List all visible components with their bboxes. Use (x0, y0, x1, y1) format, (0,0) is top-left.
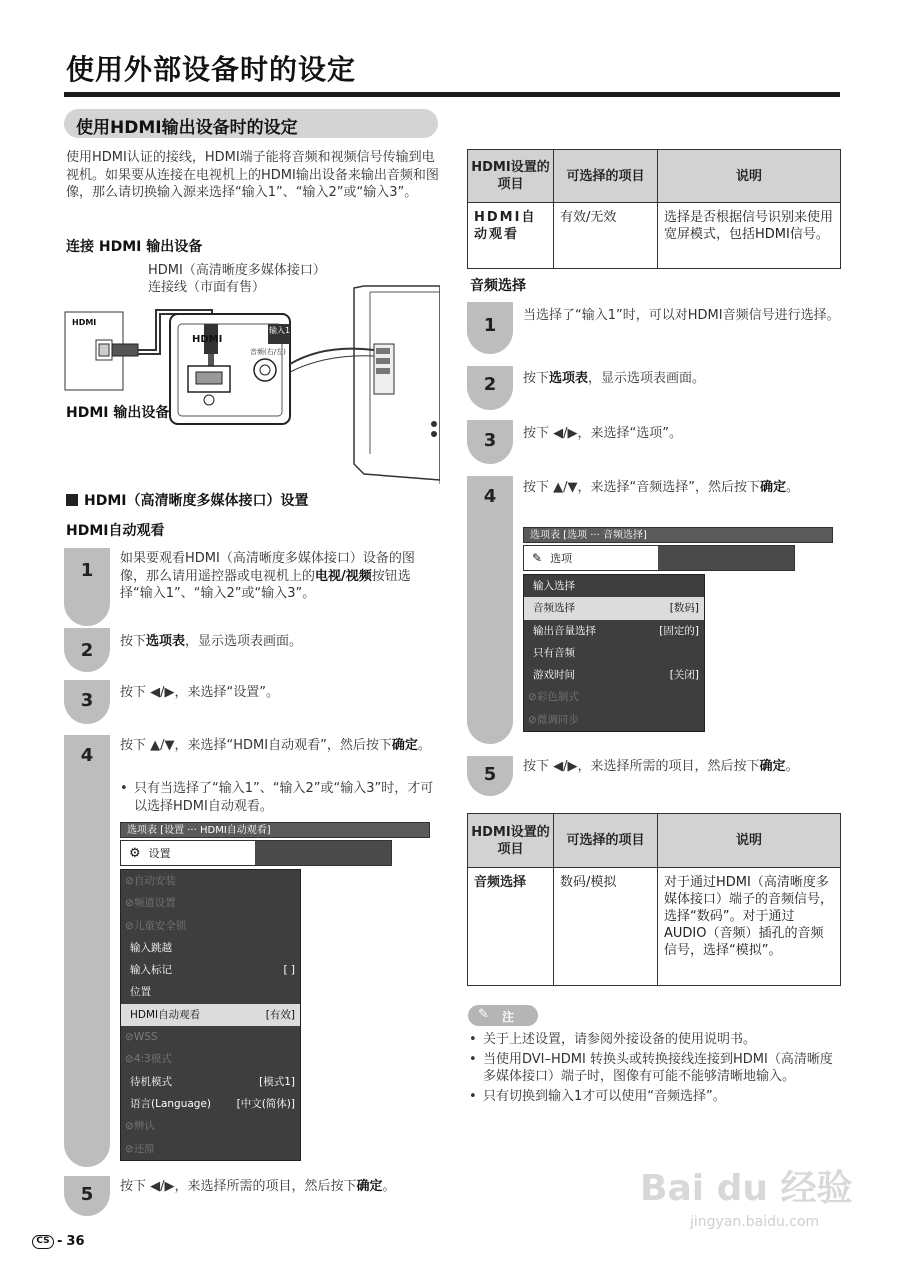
page-number (32, 1234, 85, 1249)
settings-table-2 (467, 813, 841, 986)
pencil-icon: ✎ (478, 1007, 489, 1022)
note-item: • 只有切换到输入1才可以使用“音频选择”。 (469, 1088, 843, 1106)
auto-view-heading: HDMI自动观看 (66, 523, 165, 539)
menu-tab-fill (658, 546, 794, 570)
table-cell: HDMI自动观看 (468, 203, 554, 269)
settings-icon: ⚙ (129, 845, 141, 861)
step-number: 4 (483, 486, 497, 507)
menu-item: ⊘辨认 (125, 1120, 155, 1133)
table-cell: 对于通过HDMI（高清晰度多媒体接口）端子的音频信号，选择“数码”。对于通过AUDIO（音频）插孔的音频信号，选择“模拟”。 (658, 868, 841, 986)
step-number: 5 (483, 764, 497, 785)
device-caption: HDMI 输出设备 (66, 405, 170, 421)
step-text: 按下 ◀/▶，来选择“设置”。 (120, 685, 279, 700)
step-bar (64, 735, 110, 1167)
step-text: 按下 ▲/▼，来选择“HDMI自动观看”，然后按下确定。 (120, 738, 431, 753)
menu-item[interactable]: 语言(Language) [中文(简体)] (130, 1097, 295, 1110)
step-number: 3 (80, 690, 94, 711)
watermark-brand: Bai du 经验 (640, 1168, 853, 1209)
menu-item-selected[interactable]: HDMI自动观看 [有效] (121, 1004, 300, 1026)
menu-item[interactable]: 输出音量选择 [固定的] (533, 624, 699, 637)
audio-heading: 音频选择 (470, 278, 526, 294)
table-cell: 数码/模拟 (554, 868, 658, 986)
table-cell: 音频选择 (468, 868, 554, 986)
table-row (468, 868, 841, 986)
menu-header: 选项表 [选项 ··· 音频选择] (523, 527, 833, 543)
bullet-item: • 只有当选择了“输入1”、“输入2”或“输入3”时，才可以选择HDMI自动观看。 (120, 780, 438, 815)
page-number-separator: - (57, 1234, 63, 1249)
option-icon: ✎ (532, 551, 543, 565)
step-bullet-list (120, 780, 438, 817)
audio-menu-list (523, 574, 705, 732)
menu-tab-label: 设置 (148, 847, 171, 860)
intro-paragraph: 使用HDMI认证的接线，HDMI端子能将音频和视频信号传输到电视机。如果要从连接在电视机上的HDMI输出设备来输出音频和图像，那么请切换输入源来选择“输入1”、“输入2”或“输入3”。 (66, 150, 439, 200)
menu-item[interactable]: 输入选择 (533, 580, 575, 592)
menu-item: ⊘还原 (125, 1142, 155, 1155)
hdmi-settings-heading: HDMI（高清晰度多媒体接口）设置 (66, 490, 308, 510)
page-title: 使用外部设备时的设定 (66, 53, 357, 86)
device-logo: HDMI (72, 318, 97, 327)
table-header: 可选择的项目 (554, 150, 658, 203)
menu-item[interactable]: 位置 (130, 986, 151, 999)
step-number: 2 (80, 640, 94, 661)
title-rule (64, 92, 840, 97)
language-badge: CS (32, 1235, 54, 1249)
step-number: 4 (80, 745, 94, 766)
square-bullet-icon (66, 494, 78, 506)
menu-item-selected[interactable]: 音频选择 [数码] (524, 597, 704, 619)
step-text: 按下 ◀/▶，来选择所需的项目，然后按下确定。 (120, 1179, 396, 1194)
audio-port-label: 音频(右/左) (250, 348, 286, 356)
table-header: HDMI设置的项目 (468, 150, 554, 203)
section-title (64, 109, 438, 138)
step-text: 按下选项表，显示选项表画面。 (523, 371, 706, 386)
menu-tab-selected[interactable] (120, 840, 392, 866)
menu-item[interactable]: 只有音频 (533, 646, 575, 659)
step-text: 按下 ◀/▶，来选择所需的项目，然后按下确定。 (523, 759, 799, 774)
table-cell: 有效/无效 (554, 203, 658, 269)
menu-tab-label: 选项 (550, 552, 573, 565)
menu-item: ⊘彩色制式 (528, 691, 579, 704)
note-item: • 当使用DVI–HDMI 转换头或转换接线连接到HDMI（高清晰度多媒体接口）端子时，图像有可能不能够清晰地输入。 (469, 1051, 843, 1086)
step-text: 按下选项表，显示选项表画面。 (120, 634, 303, 649)
panel-logo: HDMI (192, 334, 223, 345)
menu-item[interactable]: 待机模式 [模式1] (130, 1075, 295, 1088)
step-number: 3 (483, 430, 497, 451)
page-number-value: 36 (66, 1234, 85, 1249)
section-title-text: 使用HDMI输出设备时的设定 (76, 118, 298, 138)
step-number: 1 (80, 560, 94, 581)
connect-heading: 连接 HDMI 输出设备 (66, 239, 203, 255)
table-header: 可选择的项目 (554, 814, 658, 868)
step-text: 按下 ◀/▶，来选择“选项”。 (523, 426, 682, 441)
note-item: • 关于上述设置，请参阅外接设备的使用说明书。 (469, 1031, 843, 1049)
step-bar (467, 476, 513, 744)
menu-item[interactable]: 游戏时间 [关闭] (533, 669, 699, 682)
cable-label: HDMI（高清晰度多媒体接口）连接线（市面有售） (148, 263, 326, 295)
menu-item: ⊘频道设置 (125, 897, 176, 910)
menu-tab-fill (255, 841, 391, 865)
menu-item: ⊘WSS (125, 1031, 158, 1044)
step-number: 1 (483, 315, 497, 336)
hdmi-menu-list (120, 869, 301, 1161)
table-header: HDMI设置的项目 (468, 814, 554, 868)
notes-list (469, 1031, 843, 1107)
note-badge (468, 1005, 538, 1026)
step-text: 如果要观看HDMI（高清晰度多媒体接口）设备的图像，那么请用遥控器或电视机上的电视/视频按钮选择“输入1”、“输入2”或“输入3”。 (120, 551, 415, 601)
menu-item[interactable]: 输入跳越 (130, 941, 172, 954)
settings-table-1 (467, 149, 841, 269)
menu-tab-selected[interactable] (523, 545, 795, 571)
table-header: 说明 (658, 150, 841, 203)
menu-item[interactable]: 输入标记 [ ] (130, 964, 295, 977)
step-number: 2 (483, 374, 497, 395)
menu-header: 选项表 [设置 ··· HDMI自动观看] (120, 822, 430, 838)
watermark-url: jingyan.baidu.com (690, 1214, 820, 1230)
table-header: 说明 (658, 814, 841, 868)
connection-diagram (64, 284, 440, 484)
menu-item: ⊘自动安装 (125, 875, 176, 887)
note-label: 注 (502, 1010, 515, 1024)
step-number: 5 (80, 1184, 94, 1205)
step-text: 按下 ▲/▼，来选择“音频选择”，然后按下确定。 (523, 480, 800, 495)
table-row (468, 203, 841, 269)
table-cell: 选择是否根据信号识别来使用宽屏模式，包括HDMI信号。 (658, 203, 841, 269)
step-text: 当选择了“输入1”时，可以对HDMI音频信号进行选择。 (523, 308, 840, 323)
menu-item: ⊘儿童安全锁 (125, 919, 187, 932)
menu-item: ⊘4:3模式 (125, 1053, 172, 1066)
input-label: 输入1 (269, 326, 291, 335)
menu-item: ⊘微调同步 (528, 713, 579, 726)
